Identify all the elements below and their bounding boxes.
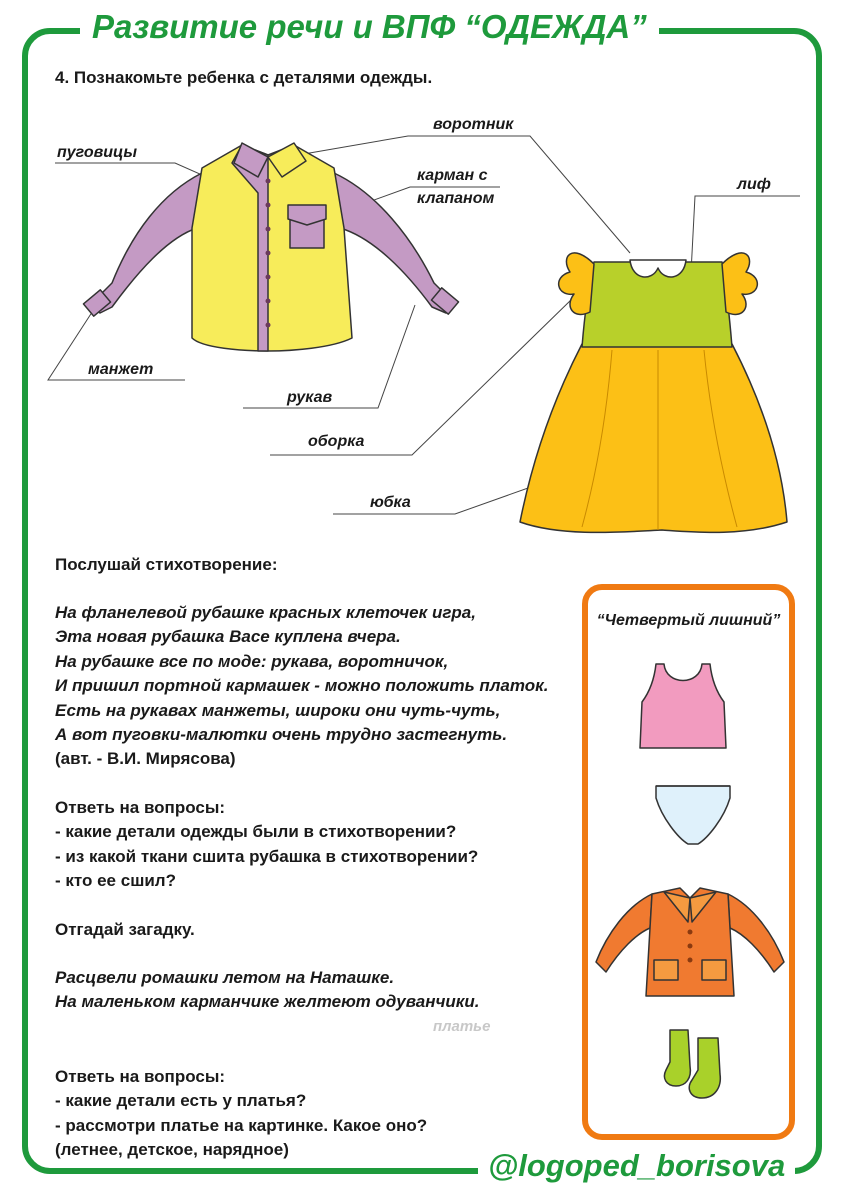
questions-2-title: Ответь на вопросы:: [55, 1067, 226, 1086]
panties-icon: [650, 778, 736, 850]
shirt-illustration: [82, 133, 467, 368]
riddle-answer: платье: [433, 1018, 491, 1035]
question-item: - какие детали одежды были в стихотворении?: [55, 822, 457, 842]
riddle-line: На маленьком карманчике желтеют одуванчики.: [55, 992, 480, 1012]
dress-bodice: [582, 262, 732, 347]
label-buttons: пуговицы: [57, 144, 138, 161]
label-pocket-2: клапаном: [417, 190, 495, 207]
author-handle: @logoped_borisova: [478, 1148, 795, 1184]
label-frill: оборка: [308, 433, 365, 450]
label-collar: воротник: [433, 116, 514, 133]
questions-1-title: Ответь на вопросы:: [55, 798, 226, 817]
label-sleeve: рукав: [287, 389, 333, 406]
shirt-right-sleeve: [334, 173, 454, 313]
poem-line: А вот пуговки-малютки очень трудно застегнуть.: [55, 725, 508, 745]
riddle-block: [55, 966, 480, 1015]
riddle-title: Отгадай загадку.: [55, 920, 195, 939]
question-item: - кто ее сшил?: [55, 871, 176, 891]
poem-line: И пришил портной кармашек - можно положить платок.: [55, 676, 549, 696]
label-cuff: манжет: [88, 361, 154, 378]
dress-illustration: [512, 232, 812, 537]
poem-block: [55, 601, 548, 772]
poem-intro: Послушай стихотворение:: [55, 555, 278, 574]
socks-icon: [658, 1026, 730, 1104]
shirt-body: [192, 145, 352, 351]
question-item: - рассмотри платье на картинке. Какое оно?: [55, 1115, 428, 1135]
poem-line: На фланелевой рубашке красных клеточек игра,: [55, 603, 476, 622]
questions-2: [55, 1065, 427, 1163]
label-pocket-1: карман с: [417, 167, 488, 184]
question-item: (летнее, детское, нарядное): [55, 1140, 289, 1160]
tank-top-icon: [628, 660, 738, 752]
page-title: Развитие речи и ВПФ “ОДЕЖДА”: [80, 8, 659, 46]
poem-line: Эта новая рубашка Васе куплена вчера.: [55, 627, 401, 647]
odd-one-out-title: “Четвертый лишний”: [596, 612, 781, 629]
question-item: - какие детали есть у платья?: [55, 1091, 307, 1111]
dress-frill-right: [722, 253, 757, 315]
questions-1: [55, 796, 478, 894]
jacket-icon: [592, 884, 788, 1004]
label-skirt: юбка: [370, 494, 411, 511]
poem-line: На рубашке все по моде: рукава, воротничок,: [55, 651, 449, 671]
label-bodice: лиф: [737, 176, 771, 193]
shirt-left-sleeve: [90, 173, 202, 313]
dress-skirt: [520, 344, 787, 532]
poem-author: (авт. - В.И. Мирясова): [55, 749, 236, 769]
odd-one-out-box: [582, 584, 795, 1140]
question-item: - из какой ткани сшита рубашка в стихотворении?: [55, 846, 479, 866]
poem-line: Есть на рукавах манжеты, широки они чуть-чуть,: [55, 700, 501, 720]
dress-frill-left: [559, 253, 594, 315]
riddle-line: Расцвели ромашки летом на Наташке.: [55, 968, 395, 987]
task-heading: 4. Познакомьте ребенка с деталями одежды.: [55, 68, 433, 87]
